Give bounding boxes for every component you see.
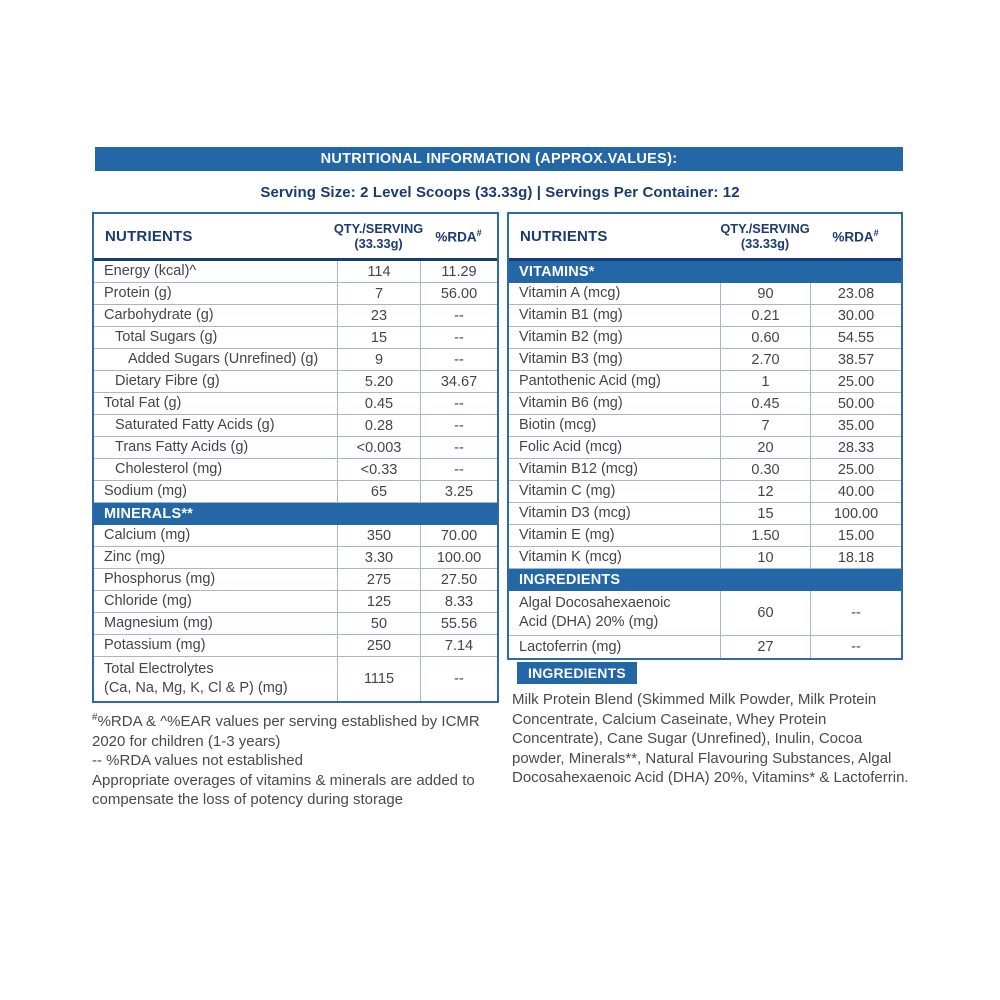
nutrient-name: Vitamin B6 (mg) <box>519 395 623 412</box>
table-row <box>94 657 497 701</box>
serving-info <box>0 184 1000 201</box>
nutrient-name: Vitamin A (mcg) <box>519 285 621 302</box>
table-row <box>94 569 497 591</box>
table-row <box>94 525 497 547</box>
section-label: VITAMINS* <box>519 264 595 280</box>
qty-value: <0.33 <box>337 459 420 480</box>
qty-value: 12 <box>720 481 810 502</box>
footnote-not-established: -- %RDA values not established <box>92 752 303 769</box>
nutrient-name: Vitamin B2 (mg) <box>519 329 623 346</box>
nutrient-name: Energy (kcal)^ <box>104 263 197 280</box>
table-row <box>509 371 901 393</box>
nutrient-name: Trans Fatty Acids (g) <box>115 439 249 456</box>
qty-value: 0.28 <box>337 415 420 436</box>
qty-value: 1 <box>720 371 810 392</box>
table-row <box>509 393 901 415</box>
table-row <box>94 481 497 503</box>
qty-value: 1.50 <box>720 525 810 546</box>
table-row <box>94 393 497 415</box>
section-header <box>509 261 901 283</box>
table-row <box>509 437 901 459</box>
qty-value: 15 <box>720 503 810 524</box>
nutrient-name: Folic Acid (mcg) <box>519 439 623 456</box>
table-row <box>94 261 497 283</box>
qty-value: 7 <box>337 283 420 304</box>
nutrient-name: Chloride (mg) <box>104 593 192 610</box>
nutrient-name: Phosphorus (mg) <box>104 571 216 588</box>
rda-value: 27.50 <box>420 569 497 590</box>
rda-value: 15.00 <box>810 525 901 546</box>
rda-value: 28.33 <box>810 437 901 458</box>
title-bar <box>95 147 903 171</box>
column-header-qty: QTY./SERVING (33.33g) <box>720 221 810 251</box>
nutrient-name: Biotin (mcg) <box>519 417 597 434</box>
rda-value: 25.00 <box>810 371 901 392</box>
nutrient-name: Dietary Fibre (g) <box>115 373 220 390</box>
table-row <box>509 459 901 481</box>
rda-value: 34.67 <box>420 371 497 392</box>
rda-value: -- <box>420 437 497 458</box>
nutrient-name: Vitamin B3 (mg) <box>519 351 623 368</box>
column-header-nutrients: NUTRIENTS <box>105 227 193 245</box>
table-row <box>94 613 497 635</box>
qty-value: 275 <box>337 569 420 590</box>
rda-value: 8.33 <box>420 591 497 612</box>
qty-value: 90 <box>720 283 810 304</box>
column-header-rda: %RDA# <box>832 227 879 245</box>
column-header-rda: %RDA# <box>435 227 482 245</box>
table-row <box>94 635 497 657</box>
rda-value: 38.57 <box>810 349 901 370</box>
qty-value: 114 <box>337 261 420 282</box>
nutrient-name: Lactoferrin (mg) <box>519 638 622 655</box>
table-header-right <box>509 214 901 261</box>
table-row <box>509 591 901 636</box>
rda-value: 3.25 <box>420 481 497 502</box>
table-body-right <box>509 261 901 658</box>
table-row <box>94 459 497 481</box>
qty-value: 65 <box>337 481 420 502</box>
table-row <box>94 327 497 349</box>
qty-value: 9 <box>337 349 420 370</box>
qty-value: 250 <box>337 635 420 656</box>
nutrient-name: Total Fat (g) <box>104 395 182 412</box>
ingredients-badge: INGREDIENTS <box>517 662 637 684</box>
nutrient-name: Zinc (mg) <box>104 549 166 566</box>
rda-value: 100.00 <box>420 547 497 568</box>
column-header-nutrients: NUTRIENTS <box>520 227 608 245</box>
rda-value: -- <box>420 657 497 701</box>
qty-value: 0.45 <box>720 393 810 414</box>
qty-value: 10 <box>720 547 810 568</box>
rda-value: 25.00 <box>810 459 901 480</box>
nutrient-name: Potassium (mg) <box>104 637 206 654</box>
rda-value: -- <box>810 636 901 658</box>
table-row <box>509 525 901 547</box>
rda-value: 55.56 <box>420 613 497 634</box>
section-header <box>509 569 901 591</box>
qty-value: 27 <box>720 636 810 658</box>
section-header <box>94 503 497 525</box>
footnote-rda-ear: #%RDA & ^%EAR values per serving established by ICMR 2020 for children (1-3 years) <box>92 712 480 750</box>
nutrient-name: Magnesium (mg) <box>104 615 213 632</box>
footnote-overages: Appropriate overages of vitamins & minerals are added to compensate the loss of potency during storage <box>92 771 475 808</box>
qty-value: <0.003 <box>337 437 420 458</box>
table-row <box>94 591 497 613</box>
rda-value: 23.08 <box>810 283 901 304</box>
nutrient-name: Protein (g) <box>104 285 172 302</box>
column-header-qty: QTY./SERVING (33.33g) <box>333 221 424 251</box>
rda-value: 35.00 <box>810 415 901 436</box>
table-row <box>509 415 901 437</box>
qty-value: 5.20 <box>337 371 420 392</box>
nutrient-name: Vitamin D3 (mcg) <box>519 505 631 522</box>
qty-value: 15 <box>337 327 420 348</box>
rda-value: 54.55 <box>810 327 901 348</box>
nutrient-name: Cholesterol (mg) <box>115 461 223 478</box>
table-row <box>94 415 497 437</box>
table-row <box>509 305 901 327</box>
rda-value: 11.29 <box>420 261 497 282</box>
qty-value: 0.45 <box>337 393 420 414</box>
qty-value: 60 <box>720 591 810 635</box>
rda-value: 40.00 <box>810 481 901 502</box>
section-label: INGREDIENTS <box>519 572 621 588</box>
page-title: NUTRITIONAL INFORMATION (APPROX.VALUES): <box>320 151 678 167</box>
rda-value: 18.18 <box>810 547 901 568</box>
rda-value: -- <box>420 305 497 326</box>
nutrition-tables <box>92 212 903 703</box>
qty-value: 50 <box>337 613 420 634</box>
rda-value: -- <box>420 459 497 480</box>
table-row <box>94 547 497 569</box>
nutrient-name: Vitamin B12 (mcg) <box>519 461 638 478</box>
qty-value: 20 <box>720 437 810 458</box>
table-row <box>509 503 901 525</box>
table-row <box>509 349 901 371</box>
nutrient-name: Sodium (mg) <box>104 483 187 500</box>
nutrient-name: Vitamin E (mg) <box>519 527 615 544</box>
table-row <box>94 437 497 459</box>
rda-value: 30.00 <box>810 305 901 326</box>
table-row <box>509 481 901 503</box>
nutrient-name: Total Electrolytes (Ca, Na, Mg, K, Cl & P) (mg) <box>104 661 288 696</box>
table-row <box>94 349 497 371</box>
rda-value: -- <box>420 349 497 370</box>
nutrient-name: Added Sugars (Unrefined) (g) <box>128 351 319 368</box>
table-row <box>94 305 497 327</box>
section-label: MINERALS** <box>104 506 194 522</box>
table-row <box>94 371 497 393</box>
table-row <box>509 283 901 305</box>
nutrient-name: Vitamin C (mg) <box>519 483 616 500</box>
nutrient-name: Calcium (mg) <box>104 527 191 544</box>
table-body-left <box>94 261 497 701</box>
nutrients-table-right <box>507 212 903 660</box>
nutrient-name: Saturated Fatty Acids (g) <box>115 417 275 434</box>
rda-value: 50.00 <box>810 393 901 414</box>
ingredients-text: Milk Protein Blend (Skimmed Milk Powder, Milk Protein Concentrate, Calcium Caseinate, Whey Protein Concentrate), Cane Sugar (Unrefined), Inulin, Cocoa powder, Minerals**, Natural Flavouring Substances, Algal Docosahexaenoic Acid (DHA) 20%, Vitamins* & Lactoferrin. <box>512 691 909 786</box>
rda-value: 56.00 <box>420 283 497 304</box>
qty-value: 2.70 <box>720 349 810 370</box>
table-header-left <box>94 214 497 261</box>
rda-value: 100.00 <box>810 503 901 524</box>
qty-value: 125 <box>337 591 420 612</box>
qty-value: 0.30 <box>720 459 810 480</box>
nutrient-name: Algal Docosahexaenoic Acid (DHA) 20% (mg) <box>519 595 671 630</box>
serving-text: Serving Size: 2 Level Scoops (33.33g) | Servings Per Container: 12 <box>260 184 740 201</box>
rda-value: -- <box>420 393 497 414</box>
qty-value: 7 <box>720 415 810 436</box>
nutrient-name: Vitamin B1 (mg) <box>519 307 623 324</box>
nutrient-name: Vitamin K (mcg) <box>519 549 622 566</box>
qty-value: 350 <box>337 525 420 546</box>
nutrient-name: Pantothenic Acid (mg) <box>519 373 661 390</box>
nutrient-name: Carbohydrate (g) <box>104 307 214 324</box>
qty-value: 0.21 <box>720 305 810 326</box>
rda-value: 7.14 <box>420 635 497 656</box>
nutrients-table-left <box>92 212 499 703</box>
table-row <box>509 547 901 569</box>
qty-value: 3.30 <box>337 547 420 568</box>
rda-value: -- <box>420 327 497 348</box>
table-row <box>94 283 497 305</box>
qty-value: 0.60 <box>720 327 810 348</box>
rda-value: -- <box>420 415 497 436</box>
qty-value: 1115 <box>337 657 420 701</box>
footnotes <box>92 708 506 810</box>
table-row <box>509 636 901 658</box>
qty-value: 23 <box>337 305 420 326</box>
rda-value: -- <box>810 591 901 635</box>
table-row <box>509 327 901 349</box>
rda-value: 70.00 <box>420 525 497 546</box>
nutrient-name: Total Sugars (g) <box>115 329 218 346</box>
